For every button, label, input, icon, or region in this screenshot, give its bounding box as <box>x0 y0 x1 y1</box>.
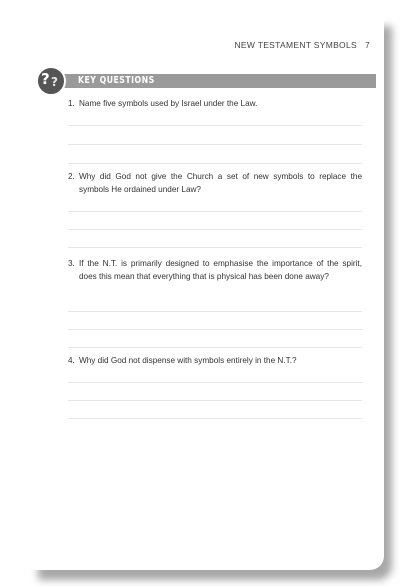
answer-line[interactable] <box>68 400 362 401</box>
question-text: Why did God not give the Church a set of new symbols to replace the symbols He ordained under Law? <box>79 172 362 194</box>
page-number: 7 <box>364 40 370 50</box>
section-title: KEY QUESTIONS <box>78 75 155 86</box>
question-text: If the N.T. is primarily designed to emphasise the importance of the spirit, does this mean that everything that is physical has been done away? <box>79 259 362 281</box>
answer-line[interactable] <box>68 163 362 164</box>
running-title: NEW TESTAMENT SYMBOLS <box>234 40 357 50</box>
question-1 <box>68 98 362 111</box>
question-text: Why did God not dispense with symbols entirely in the N.T.? <box>79 356 297 365</box>
section-heading-bar <box>40 74 376 88</box>
question-number: 2. <box>68 172 75 181</box>
question-text: Name five symbols used by Israel under the Law. <box>79 99 258 108</box>
question-number: 3. <box>68 259 75 268</box>
question-marks-icon: ? ? <box>36 66 66 96</box>
answer-line[interactable] <box>68 382 362 383</box>
answer-line[interactable] <box>68 125 362 126</box>
answer-line[interactable] <box>68 229 362 230</box>
question-3 <box>68 258 362 283</box>
running-header <box>234 40 370 50</box>
answer-line[interactable] <box>68 247 362 248</box>
answer-line[interactable] <box>68 311 362 312</box>
answer-line[interactable] <box>68 144 362 145</box>
answer-line[interactable] <box>68 347 362 348</box>
question-number: 1. <box>68 99 75 108</box>
question-number: 4. <box>68 356 75 365</box>
answer-line[interactable] <box>68 418 362 419</box>
document-page <box>30 18 384 570</box>
question-4 <box>68 355 362 368</box>
answer-line[interactable] <box>68 329 362 330</box>
answer-line[interactable] <box>68 211 362 212</box>
question-2 <box>68 171 362 196</box>
